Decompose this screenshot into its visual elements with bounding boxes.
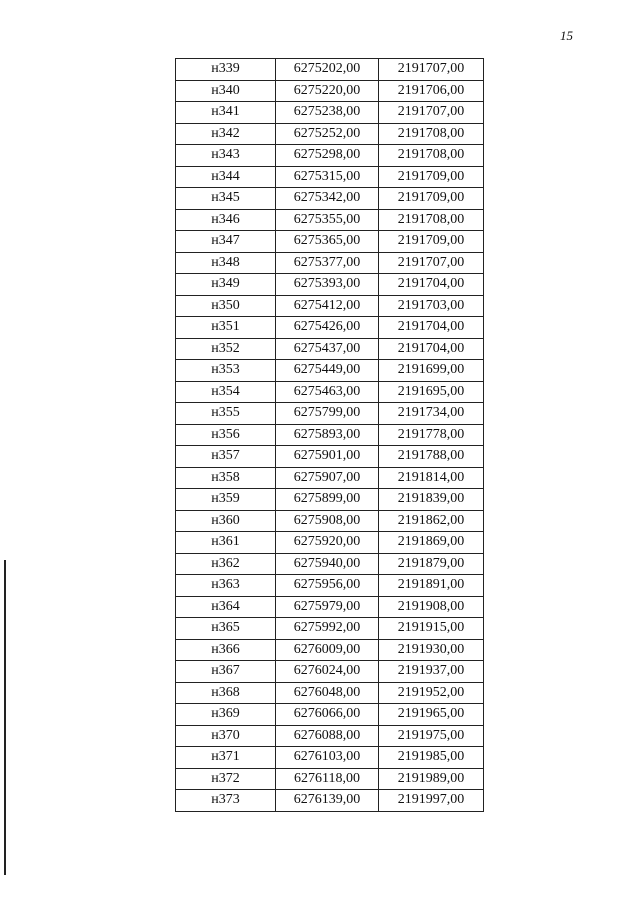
- y-coordinate-cell: 2191709,00: [379, 166, 484, 188]
- table-row: [176, 317, 484, 339]
- point-id-cell: н350: [176, 295, 276, 317]
- x-coordinate-cell: 6275355,00: [276, 209, 379, 231]
- table-row: [176, 790, 484, 812]
- scan-edge-line: [4, 560, 6, 875]
- x-coordinate-cell: 6275979,00: [276, 596, 379, 618]
- y-coordinate-cell: 2191915,00: [379, 618, 484, 640]
- x-coordinate-cell: 6275449,00: [276, 360, 379, 382]
- x-coordinate-cell: 6275412,00: [276, 295, 379, 317]
- y-coordinate-cell: 2191707,00: [379, 102, 484, 124]
- x-coordinate-cell: 6276048,00: [276, 682, 379, 704]
- table-row: [176, 209, 484, 231]
- x-coordinate-cell: 6275252,00: [276, 123, 379, 145]
- point-id-cell: н362: [176, 553, 276, 575]
- point-id-cell: н366: [176, 639, 276, 661]
- table-row: [176, 102, 484, 124]
- y-coordinate-cell: 2191709,00: [379, 188, 484, 210]
- y-coordinate-cell: 2191709,00: [379, 231, 484, 253]
- x-coordinate-cell: 6275426,00: [276, 317, 379, 339]
- table-row: [176, 403, 484, 425]
- y-coordinate-cell: 2191937,00: [379, 661, 484, 683]
- y-coordinate-cell: 2191891,00: [379, 575, 484, 597]
- table-row: [176, 381, 484, 403]
- x-coordinate-cell: 6275956,00: [276, 575, 379, 597]
- y-coordinate-cell: 2191814,00: [379, 467, 484, 489]
- point-id-cell: н347: [176, 231, 276, 253]
- table-row: [176, 725, 484, 747]
- y-coordinate-cell: 2191985,00: [379, 747, 484, 769]
- x-coordinate-cell: 6275799,00: [276, 403, 379, 425]
- y-coordinate-cell: 2191975,00: [379, 725, 484, 747]
- y-coordinate-cell: 2191997,00: [379, 790, 484, 812]
- x-coordinate-cell: 6275393,00: [276, 274, 379, 296]
- table-row: [176, 59, 484, 81]
- table-row: [176, 639, 484, 661]
- point-id-cell: н355: [176, 403, 276, 425]
- table-row: [176, 553, 484, 575]
- table-row: [176, 360, 484, 382]
- point-id-cell: н351: [176, 317, 276, 339]
- table-row: [176, 80, 484, 102]
- table-row: [176, 489, 484, 511]
- x-coordinate-cell: 6275342,00: [276, 188, 379, 210]
- table-row: [176, 704, 484, 726]
- point-id-cell: н354: [176, 381, 276, 403]
- table-row: [176, 123, 484, 145]
- point-id-cell: н368: [176, 682, 276, 704]
- table-row: [176, 252, 484, 274]
- x-coordinate-cell: 6275377,00: [276, 252, 379, 274]
- x-coordinate-cell: 6275365,00: [276, 231, 379, 253]
- point-id-cell: н371: [176, 747, 276, 769]
- x-coordinate-cell: 6276139,00: [276, 790, 379, 812]
- x-coordinate-cell: 6275908,00: [276, 510, 379, 532]
- table-row: [176, 575, 484, 597]
- y-coordinate-cell: 2191704,00: [379, 338, 484, 360]
- table-row: [176, 295, 484, 317]
- point-id-cell: н343: [176, 145, 276, 167]
- page-number: 15: [560, 28, 573, 43]
- y-coordinate-cell: 2191930,00: [379, 639, 484, 661]
- y-coordinate-cell: 2191704,00: [379, 317, 484, 339]
- x-coordinate-cell: 6276103,00: [276, 747, 379, 769]
- table-row: [176, 661, 484, 683]
- point-id-cell: н353: [176, 360, 276, 382]
- y-coordinate-cell: 2191862,00: [379, 510, 484, 532]
- table-row: [176, 231, 484, 253]
- x-coordinate-cell: 6276118,00: [276, 768, 379, 790]
- x-coordinate-cell: 6276066,00: [276, 704, 379, 726]
- point-id-cell: н357: [176, 446, 276, 468]
- point-id-cell: н344: [176, 166, 276, 188]
- y-coordinate-cell: 2191708,00: [379, 145, 484, 167]
- point-id-cell: н356: [176, 424, 276, 446]
- point-id-cell: н359: [176, 489, 276, 511]
- point-id-cell: н364: [176, 596, 276, 618]
- point-id-cell: н346: [176, 209, 276, 231]
- y-coordinate-cell: 2191879,00: [379, 553, 484, 575]
- table-row: [176, 338, 484, 360]
- x-coordinate-cell: 6276024,00: [276, 661, 379, 683]
- x-coordinate-cell: 6275463,00: [276, 381, 379, 403]
- x-coordinate-cell: 6276088,00: [276, 725, 379, 747]
- table-row: [176, 532, 484, 554]
- x-coordinate-cell: 6275992,00: [276, 618, 379, 640]
- table-row: [176, 747, 484, 769]
- table-row: [176, 467, 484, 489]
- coordinates-table: [175, 58, 484, 812]
- point-id-cell: н358: [176, 467, 276, 489]
- y-coordinate-cell: 2191704,00: [379, 274, 484, 296]
- x-coordinate-cell: 6275893,00: [276, 424, 379, 446]
- y-coordinate-cell: 2191734,00: [379, 403, 484, 425]
- y-coordinate-cell: 2191869,00: [379, 532, 484, 554]
- point-id-cell: н345: [176, 188, 276, 210]
- point-id-cell: н363: [176, 575, 276, 597]
- table-row: [176, 618, 484, 640]
- point-id-cell: н340: [176, 80, 276, 102]
- point-id-cell: н352: [176, 338, 276, 360]
- table-row: [176, 510, 484, 532]
- point-id-cell: н373: [176, 790, 276, 812]
- table-row: [176, 145, 484, 167]
- point-id-cell: н341: [176, 102, 276, 124]
- point-id-cell: н349: [176, 274, 276, 296]
- point-id-cell: н370: [176, 725, 276, 747]
- x-coordinate-cell: 6275202,00: [276, 59, 379, 81]
- point-id-cell: н342: [176, 123, 276, 145]
- x-coordinate-cell: 6275940,00: [276, 553, 379, 575]
- y-coordinate-cell: 2191695,00: [379, 381, 484, 403]
- y-coordinate-cell: 2191708,00: [379, 123, 484, 145]
- point-id-cell: н360: [176, 510, 276, 532]
- y-coordinate-cell: 2191788,00: [379, 446, 484, 468]
- table-row: [176, 682, 484, 704]
- y-coordinate-cell: 2191708,00: [379, 209, 484, 231]
- point-id-cell: н348: [176, 252, 276, 274]
- y-coordinate-cell: 2191952,00: [379, 682, 484, 704]
- table-row: [176, 274, 484, 296]
- y-coordinate-cell: 2191989,00: [379, 768, 484, 790]
- point-id-cell: н361: [176, 532, 276, 554]
- table-row: [176, 768, 484, 790]
- point-id-cell: н367: [176, 661, 276, 683]
- x-coordinate-cell: 6276009,00: [276, 639, 379, 661]
- point-id-cell: н365: [176, 618, 276, 640]
- y-coordinate-cell: 2191839,00: [379, 489, 484, 511]
- point-id-cell: н372: [176, 768, 276, 790]
- x-coordinate-cell: 6275220,00: [276, 80, 379, 102]
- point-id-cell: н339: [176, 59, 276, 81]
- x-coordinate-cell: 6275298,00: [276, 145, 379, 167]
- x-coordinate-cell: 6275901,00: [276, 446, 379, 468]
- y-coordinate-cell: 2191778,00: [379, 424, 484, 446]
- y-coordinate-cell: 2191706,00: [379, 80, 484, 102]
- table-row: [176, 188, 484, 210]
- table-row: [176, 424, 484, 446]
- x-coordinate-cell: 6275238,00: [276, 102, 379, 124]
- y-coordinate-cell: 2191699,00: [379, 360, 484, 382]
- y-coordinate-cell: 2191965,00: [379, 704, 484, 726]
- x-coordinate-cell: 6275907,00: [276, 467, 379, 489]
- point-id-cell: н369: [176, 704, 276, 726]
- y-coordinate-cell: 2191703,00: [379, 295, 484, 317]
- coordinates-table-body: [176, 59, 484, 812]
- x-coordinate-cell: 6275920,00: [276, 532, 379, 554]
- y-coordinate-cell: 2191707,00: [379, 252, 484, 274]
- x-coordinate-cell: 6275899,00: [276, 489, 379, 511]
- table-row: [176, 446, 484, 468]
- table-row: [176, 596, 484, 618]
- y-coordinate-cell: 2191908,00: [379, 596, 484, 618]
- table-row: [176, 166, 484, 188]
- y-coordinate-cell: 2191707,00: [379, 59, 484, 81]
- x-coordinate-cell: 6275437,00: [276, 338, 379, 360]
- x-coordinate-cell: 6275315,00: [276, 166, 379, 188]
